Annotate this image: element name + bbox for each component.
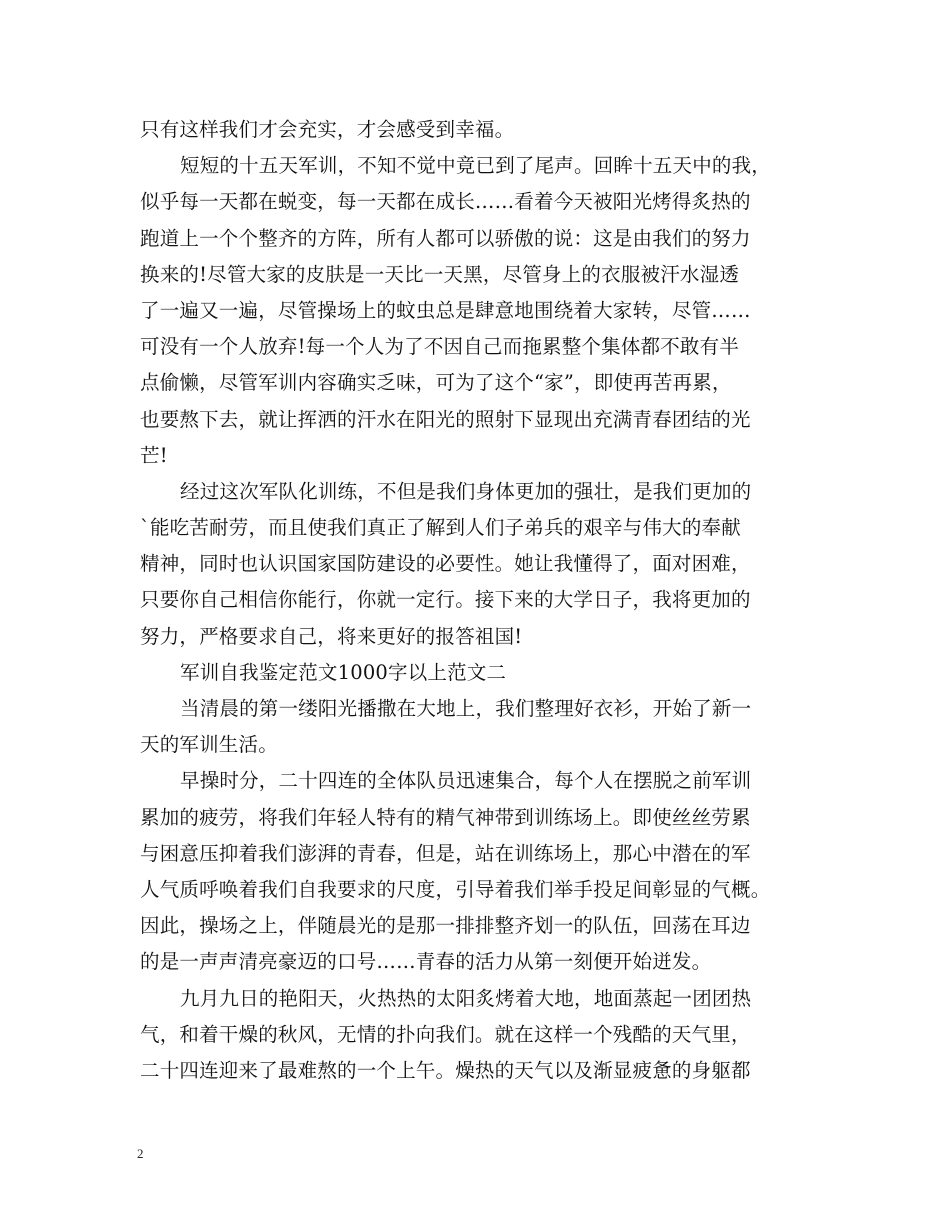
text-line: 精神，同时也认识国家国防建设的必要性。她让我懂得了，面对困难， — [140, 552, 751, 576]
text-line: 只有这样我们才会充实，才会感受到幸福。 — [140, 118, 515, 141]
text-line: 也要熬下去，就让挥洒的汗水在阳光的照射下显现出充满青春团结的光 — [140, 407, 751, 431]
text-line: `能吃苦耐劳，而且使我们真正了解到人们子弟兵的艰辛与伟大的奉献 — [140, 516, 741, 540]
text-line: 芒! — [140, 443, 168, 467]
text-line: 了一遍又一遍，尽管操场上的蚊虫总是肆意地围绕着大家转，尽管…… — [140, 298, 751, 322]
paragraph-start-line: 九月九日的艳阳天，火热热的太阳炙烤着大地，地面蒸起一团团热 — [180, 986, 752, 1010]
text-line: 因此，操场之上，伴随晨光的是那一排排整齐划一的队伍，回荡在耳边 — [140, 914, 751, 938]
text-line: 跑道上一个个整齐的方阵，所有人都可以骄傲的说：这是由我们的努力 — [140, 226, 751, 250]
text-line: 人气质呼唤着我们自我要求的尺度，引导着我们举手投足间彰显的气概。 — [140, 877, 771, 901]
text-line: 气，和着干燥的秋风，无情的扑向我们。就在这样一个残酷的天气里， — [140, 1022, 751, 1046]
document-body — [140, 112, 820, 1089]
paragraph-start-line: 短短的十五天军训，不知不觉中竟已到了尾声。回眸十五天中的我， — [180, 154, 772, 178]
text-line: 天的军训生活。 — [140, 733, 278, 757]
paragraph-start-line: 当清晨的第一缕阳光播撒在大地上，我们整理好衣衫，开始了新一 — [180, 697, 752, 720]
text-line: 似乎每一天都在蜕变，每一天都在成长……看着今天被阳光烤得炙热的 — [140, 190, 751, 214]
section-heading: 军训自我鉴定范文1000字以上范文二 — [180, 660, 507, 684]
text-line: 点偷懒，尽管军训内容确实乏味，可为了这个“家”，即使再苦再累， — [140, 371, 732, 395]
text-line: 可没有一个人放弃!每一个人为了不因自己而拖累整个集体都不敢有半 — [140, 335, 740, 359]
text-line: 努力，严格要求自己，将来更好的报答祖国! — [140, 624, 523, 648]
page-number: 2 — [137, 1146, 144, 1161]
text-line: 换来的!尽管大家的皮肤是一天比一天黑，尽管身上的衣服被汗水湿透 — [140, 262, 740, 286]
paragraph-start-line: 早操时分，二十四连的全体队员迅速集合，每个人在摆脱之前军训 — [180, 769, 752, 793]
paragraph-start-line: 经过这次军队化训练，不但是我们身体更加的强壮，是我们更加的 — [180, 479, 752, 503]
text-line: 与困意压抑着我们澎湃的青春，但是，站在训练场上，那心中潜在的军 — [140, 841, 751, 865]
text-line: 累加的疲劳，将我们年轻人特有的精气神带到训练场上。即使丝丝劳累 — [140, 805, 751, 829]
text-line: 只要你自己相信你能行，你就一定行。接下来的大学日子，我将更加的 — [140, 588, 751, 612]
text-line: 二十四连迎来了最难熬的一个上午。燥热的天气以及渐显疲惫的身躯都 — [140, 1058, 751, 1082]
text-line: 的是一声声清亮豪迈的口号……青春的活力从第一刻便开始迸发。 — [140, 950, 712, 974]
